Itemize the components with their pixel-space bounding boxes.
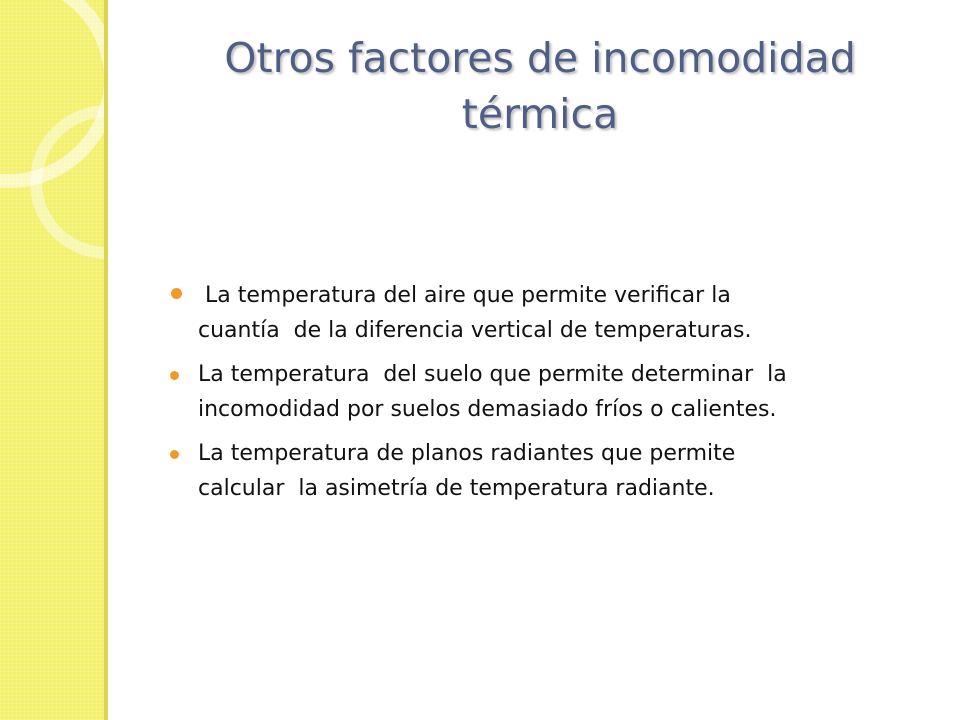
bullet-dot-icon bbox=[171, 288, 182, 299]
bullet-line: incomodidad por suelos demasiado fríos o calientes. bbox=[198, 397, 777, 422]
bullet-line: calcular la asimetría de temperatura radiante. bbox=[198, 476, 715, 501]
bullet-item-radiant-planes bbox=[160, 436, 920, 506]
bullet-item-air-temperature bbox=[160, 278, 920, 348]
bullet-dot-icon bbox=[170, 450, 179, 459]
bullet-dot-icon bbox=[170, 371, 179, 380]
bullet-line: La temperatura del suelo que permite determinar la bbox=[198, 362, 787, 387]
bullet-list bbox=[160, 278, 920, 515]
title-line-2: térmica bbox=[461, 90, 619, 138]
slide-title bbox=[150, 30, 930, 142]
bullet-item-floor-temperature bbox=[160, 357, 920, 427]
bullet-line: La temperatura de planos radiantes que permite bbox=[198, 441, 736, 466]
decorative-sidebar bbox=[0, 0, 104, 720]
bullet-line: cuantía de la diferencia vertical de temperaturas. bbox=[198, 318, 752, 343]
sidebar-edge bbox=[104, 0, 108, 720]
bullet-line: La temperatura del aire que permite verificar la bbox=[198, 283, 731, 308]
title-line-1: Otros factores de incomodidad bbox=[224, 34, 856, 82]
